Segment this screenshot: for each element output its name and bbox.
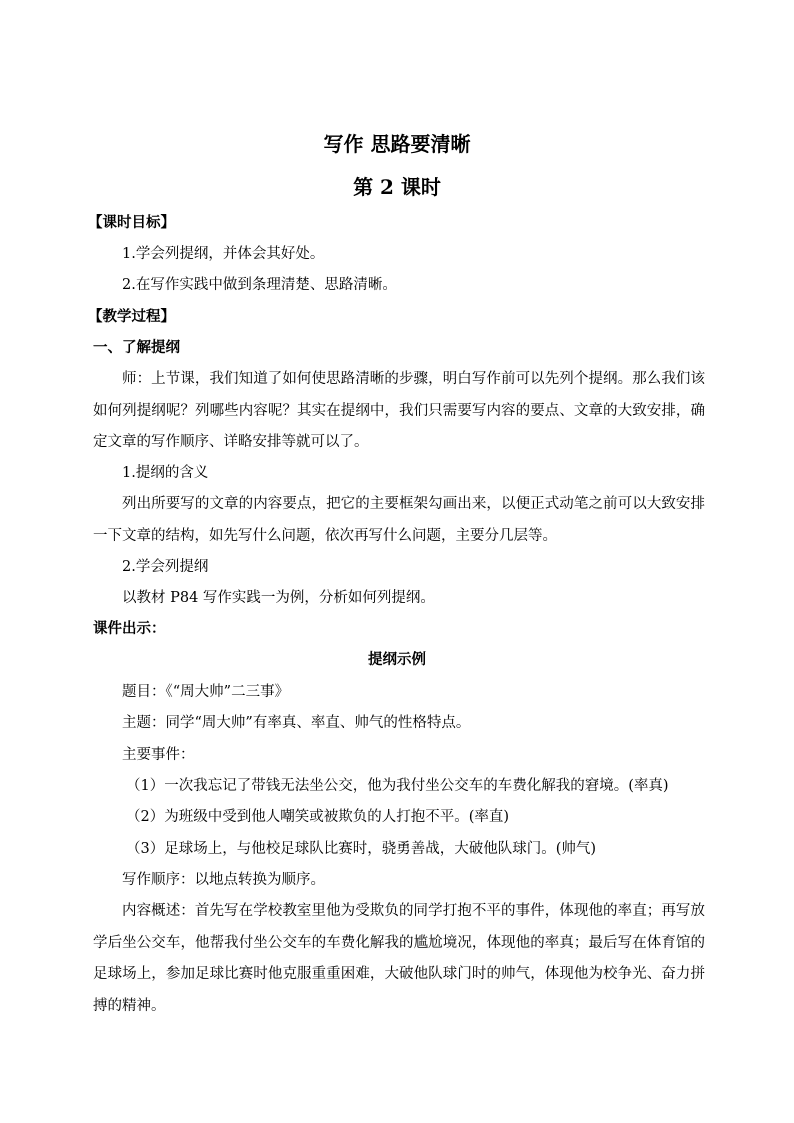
item-heading: 1.提纲的含义: [122, 465, 209, 481]
item-heading: 2.学会列提纲: [122, 559, 209, 575]
lesson-subtitle: 第 2 课时: [353, 175, 441, 199]
content-summary: 内容概述：首先写在学校教室里他为受欺负的同学打抱不平的事件，体现他的率直；再写放学后坐公交车，他帮我付坐公交车的车费化解我的尴尬境况，体现他的率真；最后写在体育馆的足球场上，参加足球比赛时他克服重重困难，大破他队球门时的帅气，体现他为校争光、奋力拼搏的精神。: [93, 903, 705, 1014]
goals-heading: 【课时目标】: [88, 214, 175, 231]
outline-topic: 题目：《“周大帅”二三事》: [122, 684, 290, 700]
process-heading: 【教学过程】: [88, 308, 175, 325]
outline-theme: 主题：同学“周大帅”有率真、率直、帅气的性格特点。: [122, 715, 471, 731]
goal-item: 2.在写作实践中做到条理清楚、思路清晰。: [122, 277, 397, 293]
event-item: （2）为班级中受到他人嘲笑或被欺负的人打抱不平。(率直): [126, 809, 510, 825]
courseware-label: 课件出示：: [93, 620, 166, 637]
events-label: 主要事件：: [122, 747, 195, 763]
meaning-paragraph: 列出所要写的文章的内容要点，把它的主要框架勾画出来，以便正式动笔之前可以大致安排一下文章的结构，如先写什么问题，依次再写什么问题，主要分几层等。: [93, 496, 705, 544]
event-item: （1）一次我忘记了带钱无法坐公交，他为我付坐公交车的车费化解我的窘境。(率真): [126, 778, 669, 794]
section-heading: 一、了解提纲: [93, 339, 180, 356]
document-title: 写作 思路要清晰: [323, 132, 471, 156]
writing-order: 写作顺序：以地点转换为顺序。: [122, 872, 325, 888]
example-title: 提纲示例: [368, 651, 426, 668]
example-intro: 以教材 P84 写作实践一为例，分析如何列提纲。: [122, 590, 435, 606]
goal-item: 1.学会列提纲，并体会其好处。: [122, 246, 325, 262]
event-item: （3）足球场上，与他校足球队比赛时，骁勇善战，大破他队球门。(帅气): [126, 841, 597, 857]
teacher-paragraph: 师：上节课，我们知道了如何使思路清晰的步骤，明白写作前可以先列个提纲。那么我们该如何列提纲呢？列哪些内容呢？其实在提纲中，我们只需要写内容的要点、文章的大致安排，确定文章的写作顺序、详略安排等就可以了。: [93, 371, 705, 450]
